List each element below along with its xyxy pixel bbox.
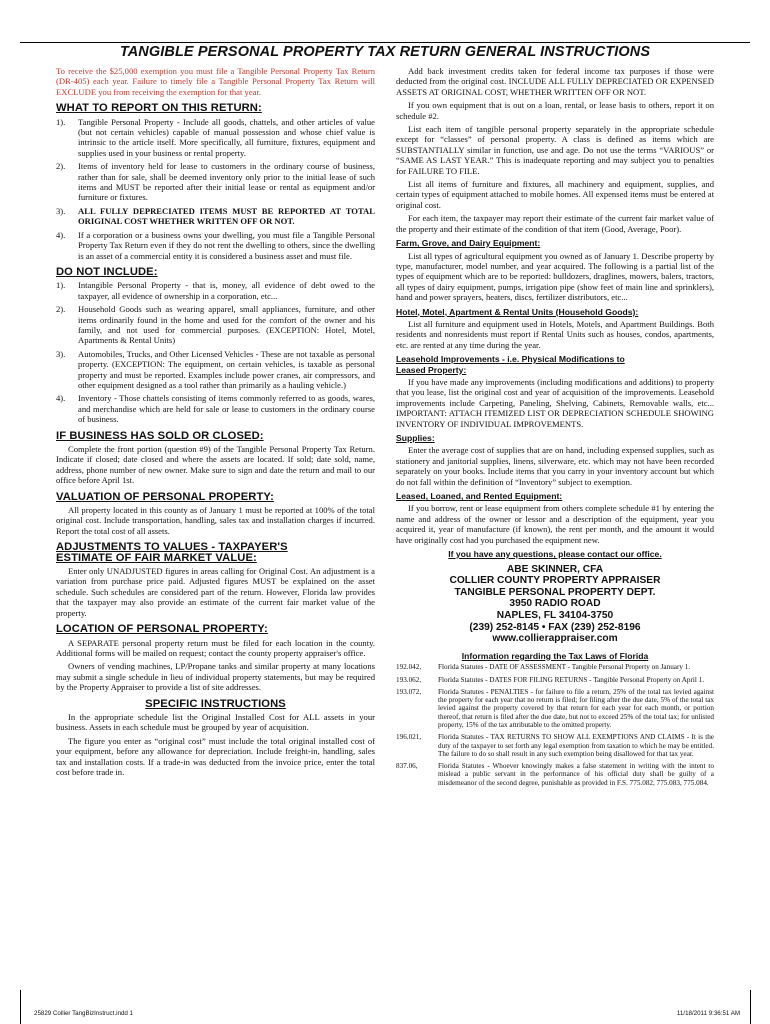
leasehold-text: If you have made any improvements (including modifications and additions) to property that you lease, list the original cost and year of acquisition of the improvements. Leasehold improvements include Carpeting, Paneling, Shelving, Cabinets, Removable walls, etc... IMPORTANT: ATTACH ITEMIZED LIST OR DEPRECIATION SCHEDULE SHOWING INVENTORY OF INDIVIDUAL IMPROVEMENTS. — [396, 376, 714, 429]
top-rule — [20, 42, 750, 43]
right-column — [396, 66, 714, 791]
farm-text: List all types of agricultural equipment you owned as of January 1. Describe property by type, manufacturer, model number, and year acquired. The following is a partial list of the types of equipment which are to be reported: bulldozers, draglines, mowers, balers, tractors, all types of dairy equipment, pumps, irrigation pipe (show feet of main line and sprinklers), hand and power sprayers, heaters, discs, fertilizer distributors, etc... — [396, 250, 714, 303]
investment-credit-text: Add back investment credits taken for federal income tax purposes if those were deducted from the original cost. INCLUDE ALL FULLY DEPRECIATED OR EXPENSED ASSETS AT ORIGINAL COST, WHETHER WRITTEN OFF OR NOT. — [396, 66, 714, 97]
street-address: 3950 RADIO ROAD — [509, 598, 601, 610]
list-item: 3). ALL FULLY DEPRECIATED ITEMS MUST BE REPORTED AT TOTAL ORIGINAL COST WHETHER WRITTEN OFF OR NOT. — [56, 205, 375, 227]
adjust-heading-line2: ESTIMATE OF FAIR MARKET VALUE: — [56, 551, 257, 564]
footer-file-name: 25829 Collier TangBizInstruct.indd 1 — [34, 1010, 133, 1017]
list-item: 2). Household Goods such as wearing apparel, small appliances, furniture, and other items ordinarily found in the home and used for the comfort of the owner and his family, and not used for commercial purposes. (EXCEPTION: Hotel, Motel, Apartments & Rental Units) — [56, 304, 375, 346]
list-item: 837.06, Florida Statutes - Whoever knowingly makes a false statement in writing with the intent to mislead a public servant in the performance of his official duty shall be guilty of a misdemeanor of the second degree, punishable as provided in F.S. 775.082, 775.083, 775.084. — [396, 762, 714, 787]
specific-text-2: The figure you enter as “original cost” must include the total original installed cost of your equipment, before any allowance for depreciation. Include freight-in, handling, sales tax and installation costs. If a trade-in was deducted from the invoice price, enter the total cost before trade in. — [56, 735, 375, 777]
furniture-text: List all items of furniture and fixtures, all machinery and equipment, supplies, and certain types of equipment attached to mobile homes. All expensed items must be entered at original cost. — [396, 179, 714, 210]
fair-market-text: For each item, the taxpayer may report their estimate of the current fair market value of the property and their estimate of the condition of that item (Good, Average, Poor). — [396, 213, 714, 234]
city-address: NAPLES, FL 34104-3750 — [496, 610, 614, 622]
website-link[interactable]: www.collierappraiser.com — [492, 633, 618, 645]
farm-heading: Farm, Grove, and Dairy Equipment: — [396, 238, 541, 249]
contact-question: If you have any questions, please contact our office. — [448, 549, 662, 560]
page-title: TANGIBLE PERSONAL PROPERTY TAX RETURN GENERAL INSTRUCTIONS — [119, 44, 651, 60]
hotel-heading: Hotel, Motel, Apartment & Rental Units (Household Goods): — [396, 306, 639, 317]
list-item: 4). If a corporation or a business owns your dwelling, you must file a Tangible Personal Property Tax Return even if they do not rent the dwelling to others, since the dwelling is an asset of a commercial entity it is considered a business asset and must file. — [56, 229, 375, 261]
valuation-heading: VALUATION OF PERSONAL PROPERTY: — [56, 490, 274, 503]
hotel-text: List all furniture and equipment used in Hotels, Motels, and Apartment Buildings. Both residents and nonresidents must report if Rental Units such as houses, condos, apartments, etc. are rented at any time during the year. — [396, 318, 714, 350]
leasehold-heading-line2: Leased Property: — [396, 364, 467, 375]
list-item: 193.062, Florida Statutes - DATES FOR FILING RETURNS - Tangible Personal Property on April 1. — [396, 675, 705, 684]
list-item: 4). Inventory - Those chattels consisting of items commonly referred to as goods, wares, and merchandise which are held for sale or lease to customers in the ordinary course of business. — [56, 393, 375, 425]
location-text-2: Owners of vending machines, LP/Propane tanks and similar property at many locations may submit a single schedule in lieu of individual property statements, but may be required by the Property Appraiser to provide a list of site addresses. — [56, 661, 375, 693]
not-include-list — [56, 280, 375, 424]
department-name: TANGIBLE PERSONAL PROPERTY DEPT. — [454, 586, 656, 598]
exemption-notice: To receive the $25,000 exemption you must file a Tangible Personal Property Tax Return (DR-405) each year. Failure to timely file a Tangible Personal Property Tax Return will EXCLUDE you from receiving the exemption for that year. — [56, 66, 375, 97]
list-item: 196.021, Florida Statutes - TAX RETURNS TO SHOW ALL EXEMPTIONS AND CLAIMS - It is the duty of the taxpayer to set forth any legal exemption from taxation to which he may be entitled. The failure to do so shall result in any such exemption being disallowed for that tax year. — [396, 733, 714, 758]
office-name: COLLIER COUNTY PROPERTY APPRAISER — [449, 575, 661, 587]
appraiser-name: ABE SKINNER, CFA — [506, 563, 604, 575]
leasehold-heading-line1: Leasehold Improvements - i.e. Physical Modifications to — [396, 354, 625, 365]
list-item: 1). Tangible Personal Property - Include all goods, chattels, and other articles of value (but not certain vehicles) capable of manual possession and whose chief value is intrinsic to the article itself. More specifically, all furniture, fixtures, equipment and supplies used in your business or rental property. — [56, 116, 375, 158]
sold-text: Complete the front portion (question #9) of the Tangible Personal Property Tax Return. Indicate if closed; date closed and where the assets are located. If sold; date sold, name, address, phone number of new owner. Make sure to sign and date the return and mail to our office before April 1st. — [56, 444, 375, 486]
report-heading: WHAT TO REPORT ON THIS RETURN: — [56, 102, 262, 115]
list-item: 2). Items of inventory held for lease to customers in the ordinary course of business, rather than for sale, shall be deemed inventory only prior to the initial lease of such items and MUST be reported after their initial lease or rental as equipment and/or furniture or fixtures. — [56, 161, 375, 203]
valuation-text: All property located in this county as of January 1 must be reported at 100% of the total original cost. Include transportation, handling, sales tax and installation charges if incurred. Report the total cost of all assets. — [56, 505, 375, 536]
laws-heading: Information regarding the Tax Laws of Florida — [461, 650, 649, 661]
location-text-1: A SEPARATE personal property return must be filed for each location in the county. Additional forms will be mailed on request; contact the county property appraiser's office. — [56, 637, 375, 658]
specific-text-1: In the appropriate schedule list the Original Installed Cost for ALL assets in your business. Assets in each schedule must be grouped by year of acquisition. — [56, 711, 375, 733]
adjust-text: Enter only UNADJUSTED figures in areas calling for Original Cost. An adjustment is a variation from purchase price paid. Adjusted figures MUST be explained on the asset schedule. Such schedules are considered part of the return. However, Florida law provides that the taxpayer may also provide an estimate of the current fair market value of the property. — [56, 566, 375, 618]
list-item: 192.042, Florida Statutes - DATE OF ASSESSMENT - Tangible Personal Property on January 1. — [396, 663, 691, 672]
footer-timestamp: 11/18/2011 9:36:51 AM — [676, 1010, 740, 1017]
adjust-heading-line1: ADJUSTMENTS TO VALUES - TAXPAYER'S — [56, 541, 288, 554]
contact-block — [396, 549, 714, 645]
crop-mark-left — [20, 990, 21, 1024]
list-item: 1). Intangible Personal Property - that is, money, all evidence of debt owed to the taxpayer, all evidence of ownership in a corporation, etc... — [56, 280, 375, 301]
not-include-heading: DO NOT INCLUDE: — [56, 265, 158, 278]
specific-heading: SPECIFIC INSTRUCTIONS — [145, 697, 286, 710]
list-item: 3). Automobiles, Trucks, and Other Licensed Vehicles - These are not taxable as personal property. (EXCEPTION: The equipment, on certain vehicles, is taxable as personal property and must be reported. Examples include power cranes, air compressors, and other equipment designed as a tool rather than primarily as a hauling vehicle.) — [56, 348, 375, 390]
left-column — [56, 66, 375, 780]
crop-mark-right — [750, 990, 751, 1024]
supplies-text: Enter the average cost of supplies that are on hand, including expensed supplies, such as stationery and janitorial supplies, linens, silverware, etc. which may not have been recorded separately on your books. Include items that you carry in your inventory account but which do not fall within the definition of “Inventory” subject to exemption. — [396, 445, 714, 487]
supplies-heading: Supplies: — [396, 433, 435, 443]
statute-list — [396, 663, 714, 787]
phone-fax: (239) 252-8145 • FAX (239) 252-8196 — [469, 621, 641, 633]
list-items-text: List each item of tangible personal property separately in the appropriate schedule except for “classes” of personal property. A class is defined as items which are SUBSTANTIALLY similar in function, use and age. Do not use the terms “VARIOUS” or “SAME AS LAST YEAR.” This is inadequate reporting and may subject you to penalties for FAILURE TO FILE. — [396, 124, 714, 176]
list-item: 193.072, Florida Statutes - PENALTIES - for failure to file a return, 25% of the total tax levied against the property for each year that no return is filed; for filing after the due date, 5% of the total tax levied against the property covered by that return for each year for each month, or portion thereof, that return is filed after the due date, but not to exceed 25% of the total tax; for unlisted property, 15% of the tax attributable to the omitted property. — [396, 687, 714, 729]
loaned-equipment-text: If you own equipment that is out on a loan, rental, or lease basis to others, report it on schedule #2. — [396, 100, 714, 121]
location-heading: LOCATION OF PERSONAL PROPERTY: — [56, 623, 268, 636]
report-list — [56, 117, 375, 261]
leased-text: If you borrow, rent or lease equipment from others complete schedule #1 by entering the name and address of the owner or lessor and a description of the equipment, year you acquired it, year of manufacture (if known), the rent per month, and the amount it would have originally cost had you purchased the equipment new. — [396, 503, 714, 545]
leased-heading: Leased, Loaned, and Rented Equipment: — [396, 491, 563, 502]
sold-heading: IF BUSINESS HAS SOLD OR CLOSED: — [56, 429, 264, 442]
